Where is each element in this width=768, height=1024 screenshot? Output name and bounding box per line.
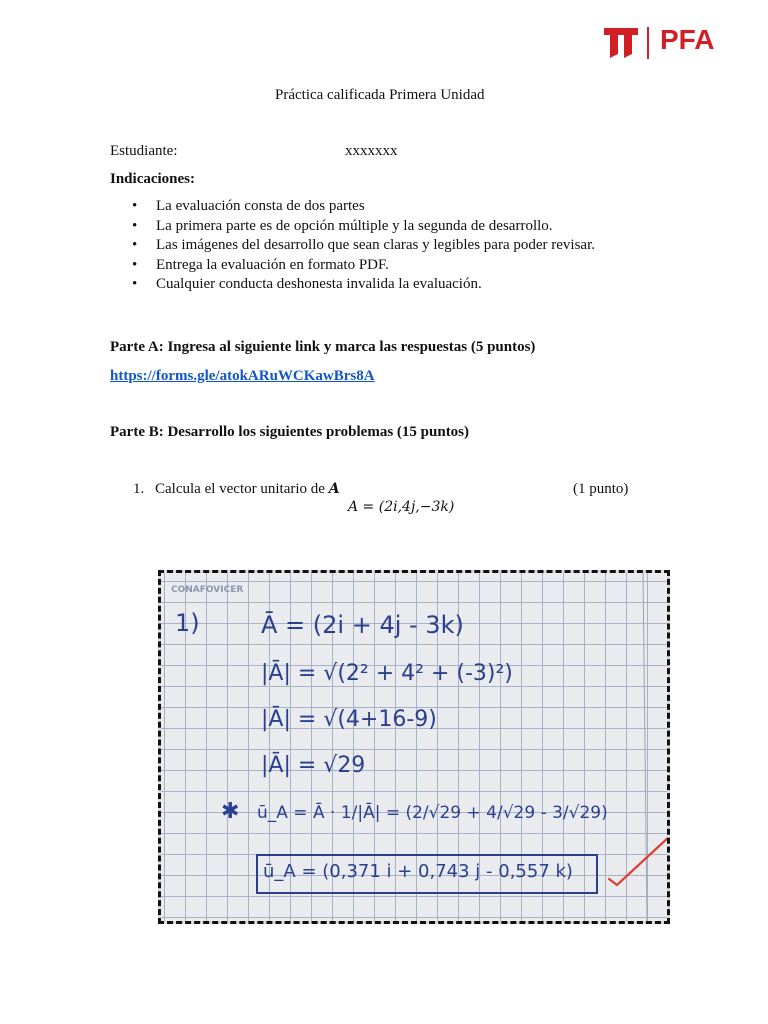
pfa-logo-mark [602,26,642,60]
check-icon [609,811,667,885]
hw-line-5: |Ā| = √29 [261,753,366,778]
hw-star-mark: ✱ [221,799,240,824]
student-label: Estudiante: [110,143,178,159]
list-item: • Las imágenes del desarrollo que sean claras y legibles para poder revisar. [132,237,595,253]
student-name: xxxxxxx [345,143,398,159]
solution-photo [158,570,670,924]
problem-equation: A = (2i,4j,−3k) [348,499,455,515]
list-item: • La primera parte es de opción múltiple y la segunda de desarrollo. [132,217,553,234]
hw-line-3: |Ā| = √(2² + 4² + (-3)²) [261,661,513,686]
notebook-brand: CONAFOVICER [171,585,244,595]
pfa-logo-text: PFA [660,24,715,55]
list-item: • Cualquier conducta deshonesta invalida la evaluación. [132,276,482,292]
part-b-heading: Parte B: Desarrollo los siguientes problemas (15 puntos) [110,424,470,440]
problem-text: Calcula el vector unitario de A [155,481,340,497]
logo-divider [647,27,649,59]
problem-number: 1. [133,481,145,497]
list-item: • Entrega la evaluación en formato PDF. [132,256,389,273]
problem-points: (1 punto) [573,481,629,497]
forms-link[interactable]: https://forms.gle/atokARuWCKawBrs8A [110,368,375,384]
page-title: Práctica calificada Primera Unidad [275,87,485,103]
hw-line-6: ū_A = Ā · 1/|Ā| = (2/√29 + 4/√29 - 3/√29) [257,803,608,823]
indications-list [110,197,595,295]
hw-line-7: ū_A = (0,371 i + 0,743 j - 0,557 k) [263,861,573,882]
hw-line-4: |Ā| = √(4+16-9) [261,707,437,732]
hw-line-2: Ā = (2i + 4j - 3k) [261,611,464,639]
list-item: • La evaluación consta de dos partes [132,198,365,214]
part-a-heading: Parte A: Ingresa al siguiente link y marca las respuestas (5 puntos) [110,339,536,355]
indications-heading: Indicaciones: [110,171,196,187]
hw-line-1: 1) [175,609,200,637]
